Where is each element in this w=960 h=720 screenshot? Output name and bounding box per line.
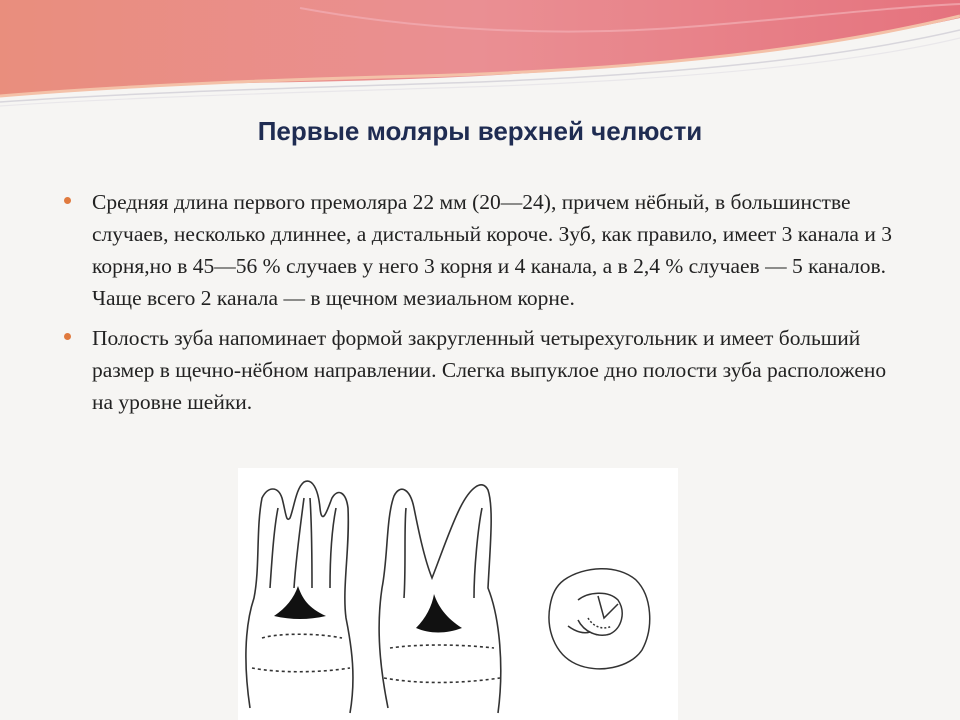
header-wave-decoration (0, 0, 960, 110)
bullet-list (62, 186, 912, 426)
tooth-section-drawings-icon (238, 468, 678, 720)
bullet-item (62, 322, 912, 418)
bullet-text: Полость зуба напоминает формой закругленный четырехугольник и имеет больший размер в щечно-нёбном направлении. Слегка выпуклое дно полости зуба расположено на уровне шейки. (92, 326, 887, 414)
page-title: Первые моляры верхней челюсти (257, 116, 703, 146)
bullet-dot-icon (64, 333, 71, 340)
bullet-dot-icon (64, 197, 71, 204)
bullet-text: Средняя длина первого премоляра 22 мм (20—24), причем нёбный, в большинстве случаев, несколько длиннее, а дистальный короче. Зуб, как правило, имеет 3 канала и 3 корня,но в 45—56 % случаев у него 3 корня и 4 канала, а в 2,4 % случаев — 5 каналов. Чаще всего 2 канала — в щечном мезиальном корне. (92, 190, 892, 310)
bullet-item (62, 186, 912, 314)
